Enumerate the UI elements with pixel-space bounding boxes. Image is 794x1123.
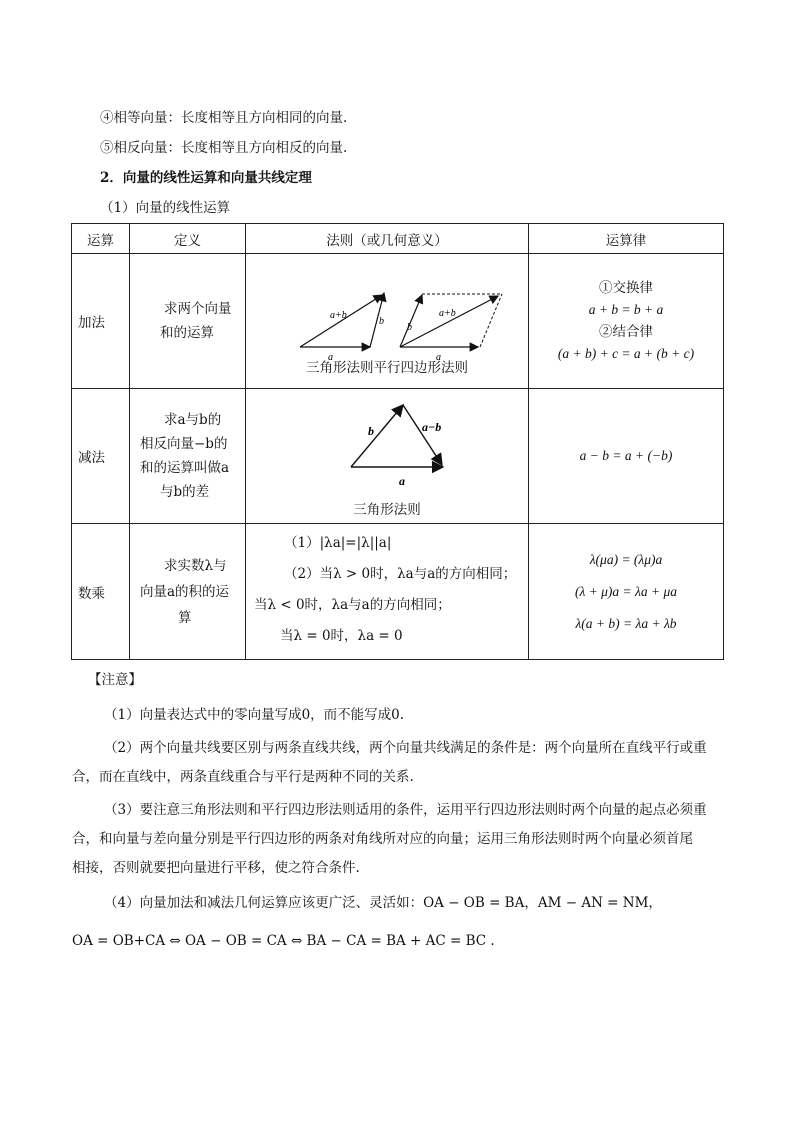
addition-diagram — [246, 266, 529, 362]
par-vector-b — [400, 295, 422, 347]
op-name-addition: 加法 — [72, 254, 130, 389]
law-scalar-2: (λ + μ)a = λa + μa — [574, 583, 678, 599]
section-title: 2．向量的线性运算和向量共线定理 — [100, 170, 312, 186]
table-row-addition — [72, 254, 724, 389]
note-3-line1: （3）要注意三角形法则和平行四边形法则适用的条件，运用平行四边形法则时两个向量的起点必须重 — [104, 802, 707, 818]
rule-scalar-2: （2）当λ > 0时，λa与a的方向相同； — [284, 566, 517, 582]
table-row-subtraction — [72, 389, 724, 524]
def-subtraction-line3: 和的运算叫做a — [140, 460, 230, 476]
def-subtraction — [130, 389, 246, 524]
note-1: （1）向量表达式中的零向量写成0，而不能写成0. — [104, 707, 405, 723]
note-3-line3: 相接，否则就要把向量进行平移，使之符合条件. — [72, 860, 360, 876]
par-label-a: a — [436, 352, 441, 362]
header-definition: 定义 — [130, 224, 246, 254]
addition-caption: 三角形法则平行四边形法则 — [306, 360, 468, 376]
header-law: 运算律 — [529, 224, 724, 254]
def-subtraction-line1: 求a与b的 — [164, 412, 222, 428]
sub-vector-diff — [403, 405, 442, 465]
sub-label-b: b — [368, 424, 374, 438]
def-subtraction-line4: 与b的差 — [160, 484, 210, 500]
op-name-subtraction: 减法 — [72, 389, 130, 524]
tri-label-sum: a+b — [330, 310, 347, 321]
law-addition — [529, 254, 724, 389]
linear-operations-table — [71, 223, 724, 660]
par-dashed-right — [480, 294, 502, 347]
rule-addition — [246, 254, 529, 389]
law-subtraction — [529, 389, 724, 524]
header-rule: 法则（或几何意义） — [246, 224, 529, 254]
item-opposite-vectors: ⑤相反向量：长度相等且方向相反的向量. — [100, 140, 348, 156]
rule-scalar-4: 当λ = 0时，λa = 0 — [280, 628, 403, 644]
tri-vector-sum — [300, 295, 382, 347]
notes-title: 【注意】 — [88, 672, 142, 688]
note-2-line1: （2）两个向量共线要区别与两条直线共线，两个向量共线满足的条件是：两个向量所在直线平行或重 — [104, 740, 707, 756]
par-label-sum: a+b — [439, 308, 456, 319]
law-subtraction-formula: a − b = a + (−b) — [579, 448, 673, 463]
header-operation: 运算 — [72, 224, 130, 254]
law-scalar — [529, 524, 724, 660]
law-associative: (a + b) + c = a + (b + c) — [557, 346, 695, 361]
rule-scalar-3: 当λ < 0时，λa与a的方向相同； — [254, 597, 451, 613]
rule-subtraction — [246, 389, 529, 524]
subsection-title: （1）向量的线性运算 — [100, 200, 231, 216]
table-header-row — [72, 224, 724, 254]
item-equal-vectors: ④相等向量：长度相等且方向相同的向量. — [100, 110, 348, 126]
note-3-line2: 合，和向量与差向量分别是平行四边形的两条对角线所对应的向量；运用三角形法则时两个向量必须首尾 — [72, 831, 693, 847]
def-addition-line1: 求两个向量 — [164, 301, 232, 317]
note-4-line1: （4）向量加法和减法几何运算应该更广泛、灵活如：OA − OB = BA，AM − AN = NM， — [104, 895, 662, 911]
law-commutative: a + b = b + a — [588, 302, 664, 317]
note-4-line2: OA = OB+CA ⇔ OA − OB = CA ⇔ BA − CA = BA + AC = BC . — [72, 933, 495, 949]
law-commutative-title: ①交换律 — [599, 280, 653, 296]
table-row-scalar — [72, 524, 724, 660]
def-addition-line2: 和的运算 — [160, 325, 214, 341]
subtraction-caption: 三角形法则 — [353, 502, 421, 518]
def-addition — [130, 254, 246, 389]
law-scalar-1: λ(μa) = (λμ)a — [589, 551, 663, 567]
law-scalar-3: λ(a + b) = λa + λb — [575, 615, 677, 631]
def-scalar — [130, 524, 246, 660]
sub-vector-b — [351, 405, 403, 467]
def-scalar-line1: 求实数λ与 — [164, 557, 227, 574]
tri-label-a: a — [328, 352, 333, 362]
def-scalar-line2: 向量a的积的运 — [140, 583, 230, 600]
rule-scalar — [246, 524, 529, 660]
def-subtraction-line2: 相反向量−b的 — [140, 436, 228, 452]
par-vector-sum — [400, 296, 498, 347]
subtraction-diagram — [246, 399, 529, 489]
def-scalar-line3: 算 — [178, 609, 192, 626]
par-label-b: b — [407, 322, 412, 333]
note-2-line2: 合，而在直线中，两条直线重合与平行是两种不同的关系. — [72, 769, 414, 785]
sub-label-diff: a−b — [422, 420, 442, 434]
tri-label-b: b — [379, 316, 384, 327]
law-associative-title: ②结合律 — [599, 324, 653, 340]
rule-scalar-1: （1）|λa|=|λ||a| — [284, 535, 392, 551]
sub-label-a: a — [399, 474, 405, 488]
op-name-scalar: 数乘 — [72, 524, 130, 660]
